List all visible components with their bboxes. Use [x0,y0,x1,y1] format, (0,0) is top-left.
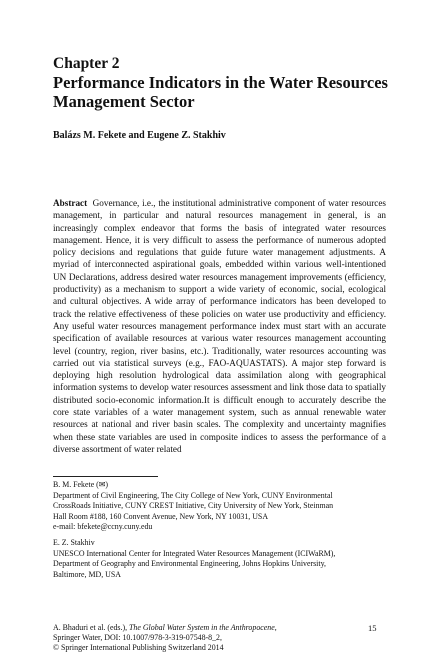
copyright: © Springer International Publishing Switzerland 2014 [53,643,224,653]
chapter-label: Chapter 2 [53,55,120,72]
affiliation-line: Hall Room #188, 160 Convent Avenue, New York, NY 10031, USA [53,511,269,521]
footnote-rule [53,476,158,477]
abstract [53,197,386,455]
page-number: 15 [368,623,377,633]
book-title: The Global Water System in the Anthropocene [129,623,275,632]
affiliation-name: B. M. Fekete (✉) [53,480,109,489]
affiliation-line: UNESCO International Center for Integrated Water Resources Management (ICIWaRM), [53,548,336,558]
chapter-title: Performance Indicators in the Water Resources Management Sector [53,73,388,111]
affiliation-stakhiv [53,538,393,580]
abstract-heading: Abstract [53,198,88,208]
affiliation-line: CrossRoads Initiative, CUNY CREST Initiative, City University of New York, Steinman [53,501,334,511]
authors: Balázs M. Fekete and Eugene Z. Stakhiv [53,130,226,141]
affiliation-email: e-mail: bfekete@ccny.cuny.edu [53,522,153,532]
citation-footer [53,623,388,654]
affiliation-line: Department of Geography and Environmental Engineering, Johns Hopkins University, [53,559,326,569]
affiliation-line: Department of Civil Engineering, The City College of New York, CUNY Environmental [53,490,333,500]
abstract-text: Governance, i.e., the institutional administrative component of water resources management, in particular and natural resources management in general, is an increasingly complex endeavor that forms the basis of integrated water resources management. Hence, it is very difficult to assess the performance of numerous adopted policy decisions and regulations that guide future water management adjustments. A myriad of interconnected aspirational goals, embedded within various well-intentioned UN Declarations, address desired water resources management improvements (efficiency, productivity) as a mechanism to support a wide variety of economic, social, ecological and cultural objectives. A wide array of performance indicators has been developed to track the relative effectiveness of these policies on water use productivity and efficiency. Any useful water resources management performance index must start with an accurate specification of available resources at various water resources management accounting level (country, region, river basins, etc.). Traditionally, water resources accounting was carried out via statistical surveys (e.g., FAO-AQUASTATS). A major step forward is deploying high resolution hydrological data assimilation along with geographical information systems to develop water resources assessment and link those data to spatially distributed socio-economic information.It is difficult enough to accurately describe the core state variables of a water management system, such as annual renewable water resources at national and river basin scales. The complexity and uncertainty magnifies when these state variables are used in composite indices to assess the performance of a diverse assortment of water related [53,198,386,454]
affiliation-line: Baltimore, MD, USA [53,569,121,579]
series-doi: Springer Water, DOI: 10.1007/978-3-319-07548-8_2, [53,633,222,643]
affiliation-name: E. Z. Stakhiv [53,538,95,547]
affiliation-fekete [53,480,393,533]
citation-line: A. Bhaduri et al. (eds.), The Global Water System in the Anthropocene, [53,623,277,632]
